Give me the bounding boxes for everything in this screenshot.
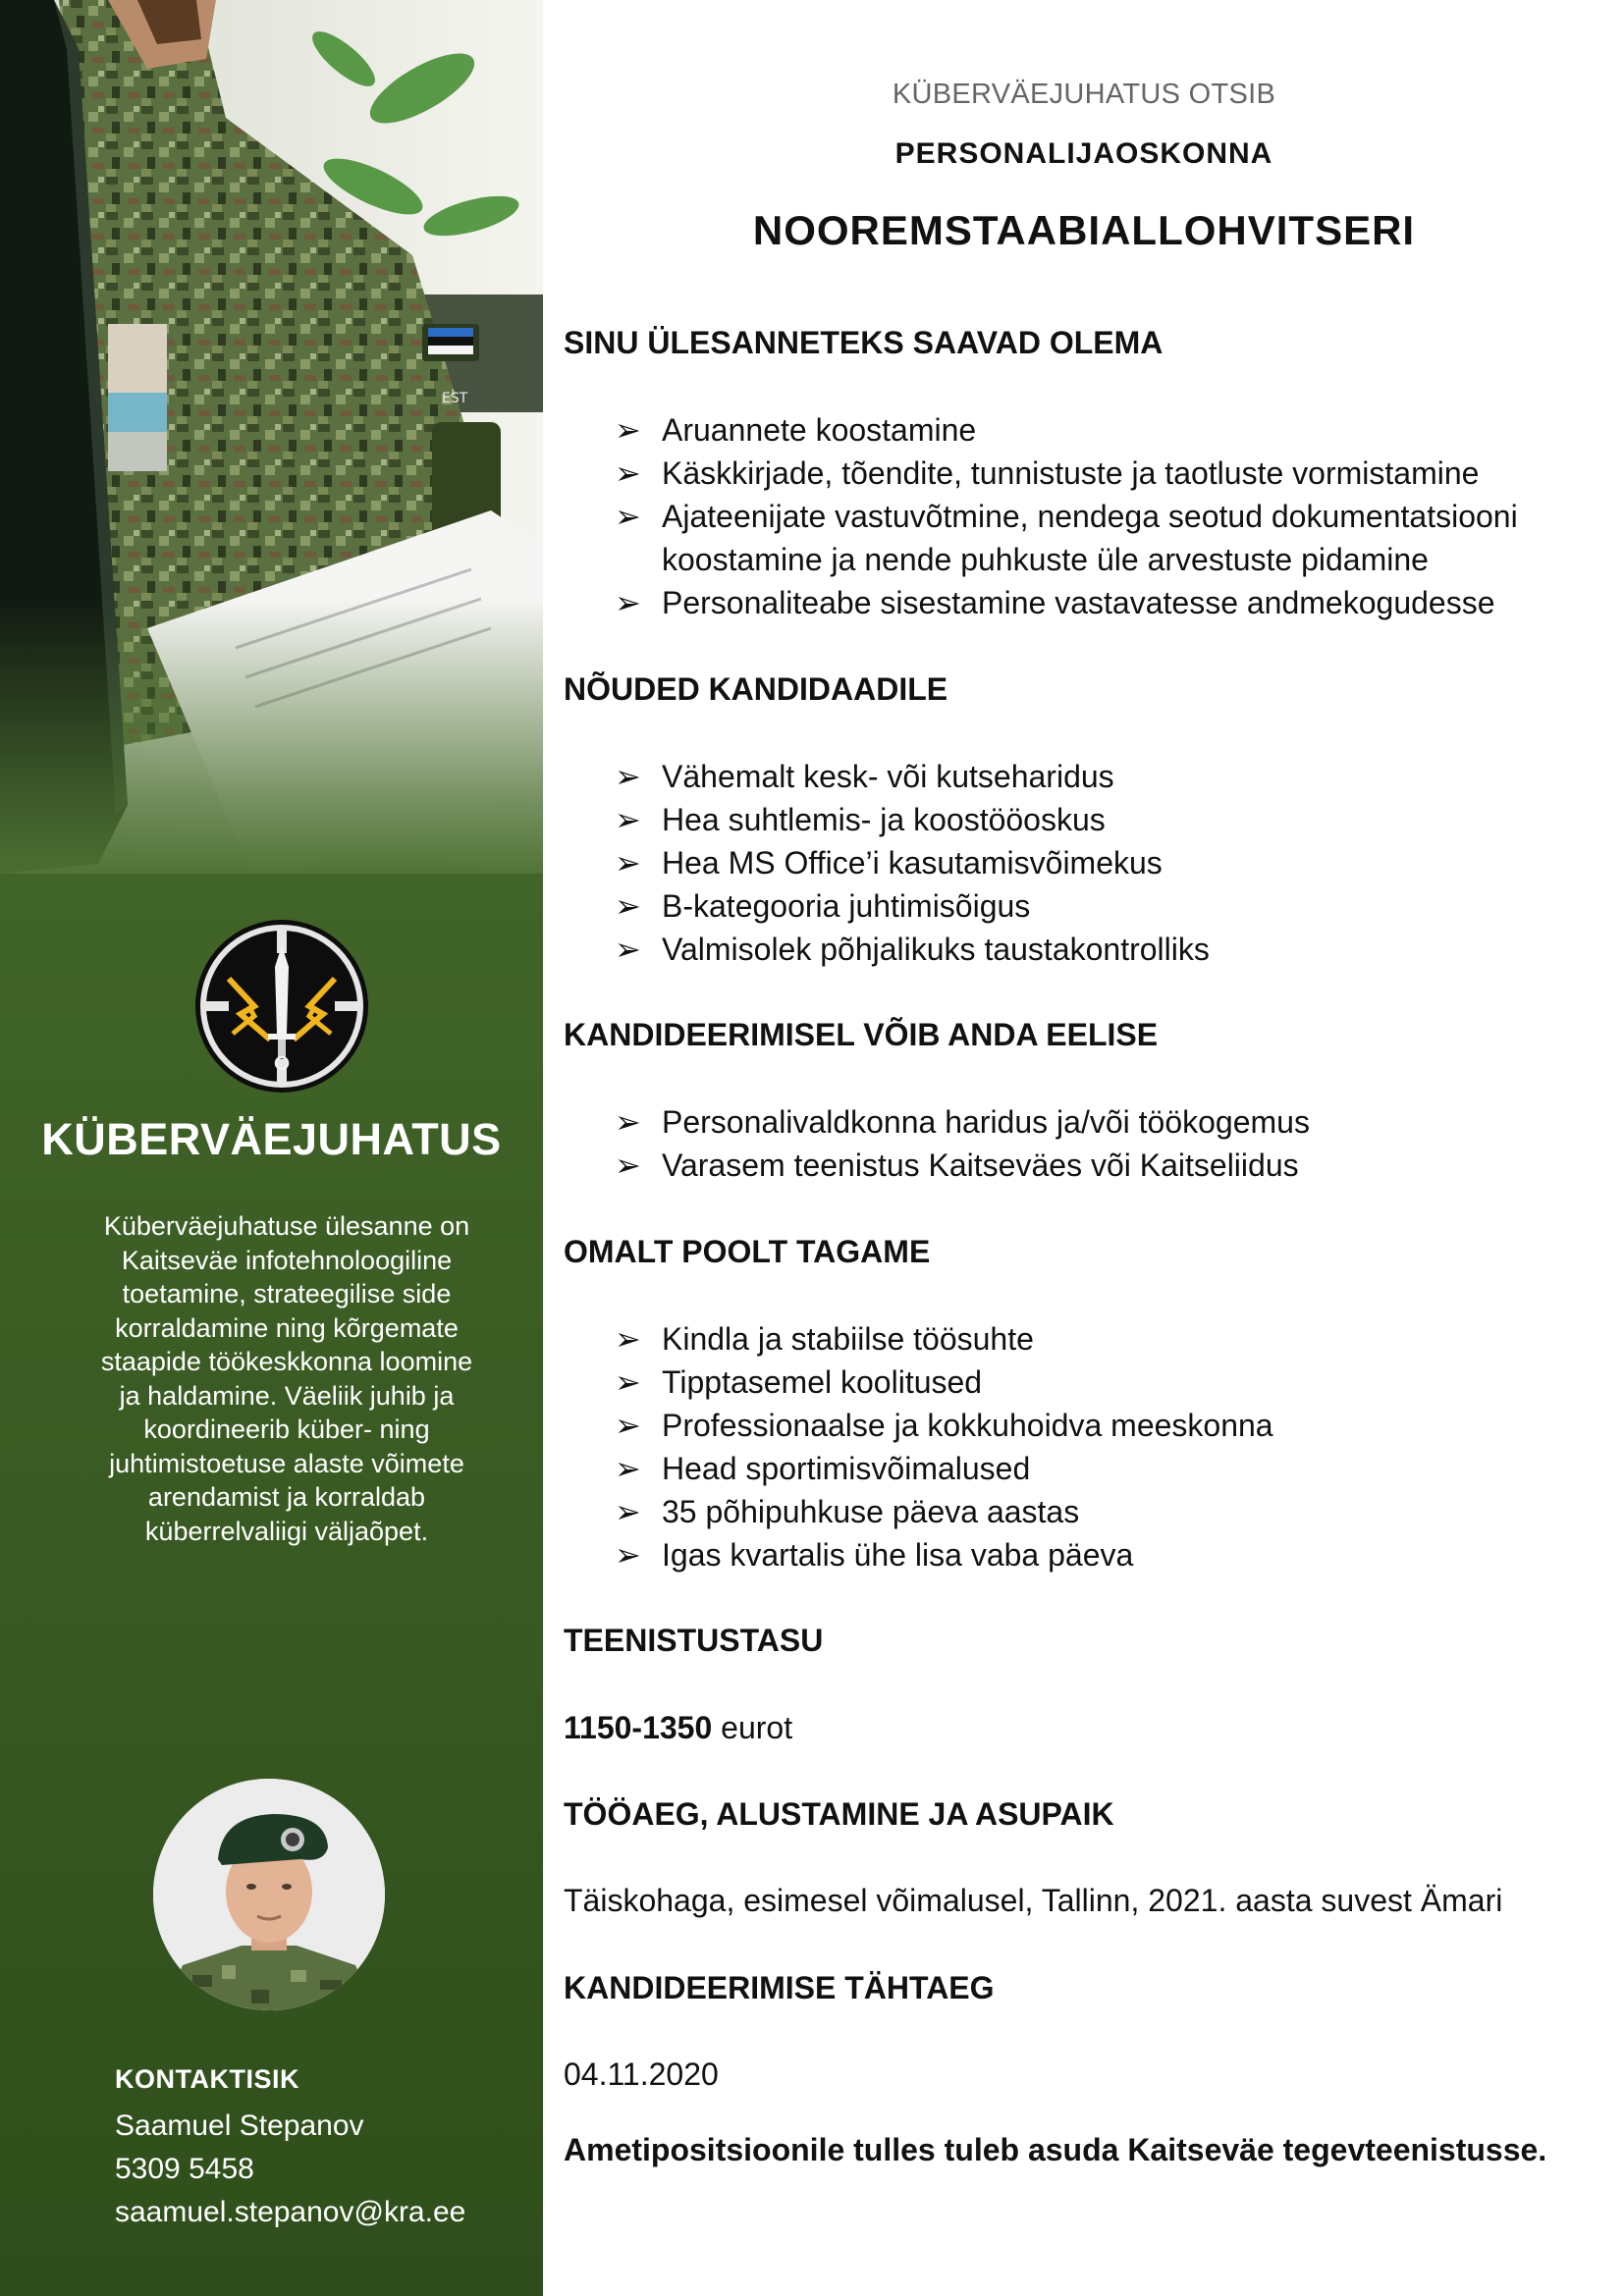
list-item xyxy=(615,1533,1597,1576)
list-item-text: Varasem teenistus Kaitseväes või Kaitseliidus xyxy=(662,1148,1299,1183)
avatar xyxy=(153,1779,385,2010)
photo-fade xyxy=(0,599,543,874)
advantages-list xyxy=(615,1100,1597,1187)
tasks-heading: SINU ÜLESANNETEKS SAAVAD OLEMA xyxy=(564,325,1164,360)
list-item xyxy=(615,1361,1597,1404)
benefits-list xyxy=(615,1317,1597,1576)
contact-email[interactable]: saamuel.stepanov@kra.ee xyxy=(115,2196,466,2228)
arrow-bullet-icon: ➢ xyxy=(615,1321,641,1357)
list-item-text: Personalivaldkonna haridus ja/või töökogemus xyxy=(662,1104,1310,1140)
list-item xyxy=(615,1100,1597,1144)
arrow-bullet-icon: ➢ xyxy=(615,1104,641,1140)
job-title: NOOREMSTAABIALLOHVITSERI xyxy=(752,207,1416,253)
hero-photo xyxy=(0,0,543,874)
arrow-bullet-icon: ➢ xyxy=(615,932,641,967)
list-item-text: Professionaalse ja kokkuhoidva meeskonna xyxy=(662,1408,1273,1443)
list-item xyxy=(615,1317,1597,1361)
list-item xyxy=(615,928,1597,971)
list-item-text: Käskkirjade, tõendite, tunnistuste ja taotluste vormistamine xyxy=(662,455,1480,491)
list-item-text: Hea MS Office’i kasutamisvõimekus xyxy=(662,845,1163,881)
list-item-text: Hea suhtlemis- ja koostööoskus xyxy=(662,802,1106,837)
tasks-list xyxy=(615,408,1597,624)
list-item-text: B-kategooria juhtimisõigus xyxy=(662,888,1031,924)
requirements-heading: NÕUDED KANDIDAADILE xyxy=(564,671,948,707)
list-item-text: Valmisolek põhjalikuks taustakontrolliks xyxy=(662,932,1210,967)
arrow-bullet-icon: ➢ xyxy=(615,802,641,837)
list-item-text: Ajateenijate vastuvõtmine, nendega seotud dokumentatsiooni koostamine ja nende puhkuste üle arvestuste pidamine xyxy=(662,499,1518,577)
arrow-bullet-icon: ➢ xyxy=(615,455,641,491)
list-item-text: 35 põhipuhkuse päeva aastas xyxy=(662,1494,1080,1529)
list-item xyxy=(615,841,1597,884)
advantages-heading: KANDIDEERIMISEL VÕIB ANDA EELISE xyxy=(564,1017,1159,1052)
arrow-bullet-icon: ➢ xyxy=(615,1148,641,1183)
salary-value xyxy=(564,1710,792,1746)
contact-name: Saamuel Stepanov xyxy=(115,2109,364,2142)
list-item xyxy=(615,581,1597,624)
list-item xyxy=(615,1447,1597,1490)
worktime-text: Täiskohaga, esimesel võimalusel, Tallinn, 2021. aasta suvest Ämari xyxy=(564,1883,1503,1918)
arrow-bullet-icon: ➢ xyxy=(615,499,641,534)
list-item-text: Personaliteabe sisestamine vastavatesse andmekogudesse xyxy=(662,585,1495,620)
list-item-text: Vähemalt kesk- või kutseharidus xyxy=(662,759,1114,794)
list-item-text: Head sportimisvõimalused xyxy=(662,1451,1031,1486)
contact-person-photo-icon xyxy=(153,1779,385,2010)
list-item-text: Tipptasemel koolitused xyxy=(662,1364,983,1400)
arrow-bullet-icon: ➢ xyxy=(615,759,641,794)
arrow-bullet-icon: ➢ xyxy=(615,1494,641,1529)
contact-heading: KONTAKTISIK xyxy=(115,2064,299,2094)
list-item xyxy=(615,1490,1597,1533)
list-item xyxy=(615,798,1597,841)
list-item xyxy=(615,408,1597,452)
list-item xyxy=(615,452,1597,495)
arrow-bullet-icon: ➢ xyxy=(615,1364,641,1400)
arrow-bullet-icon: ➢ xyxy=(615,1537,641,1573)
list-item xyxy=(615,1404,1597,1447)
list-item xyxy=(615,495,1597,581)
arrow-bullet-icon: ➢ xyxy=(615,585,641,620)
arrow-bullet-icon: ➢ xyxy=(615,845,641,881)
requirements-list xyxy=(615,755,1597,971)
worktime-heading: TÖÖAEG, ALUSTAMINE JA ASUPAIK xyxy=(564,1796,1114,1832)
arrow-bullet-icon: ➢ xyxy=(615,888,641,924)
patch-text: EST xyxy=(442,391,468,406)
cyber-command-emblem-icon xyxy=(193,918,370,1095)
header-kicker: KÜBERVÄEJUHATUS OTSIB xyxy=(892,79,1276,110)
arrow-bullet-icon: ➢ xyxy=(615,1451,641,1486)
list-item-text: Igas kvartalis ühe lisa vaba päeva xyxy=(662,1537,1134,1573)
closing-note: Ametipositsioonile tulles tuleb asuda Kaitseväe tegevteenistusse. xyxy=(564,2132,1547,2167)
list-item xyxy=(615,884,1597,928)
list-item xyxy=(615,1144,1597,1187)
list-item xyxy=(615,755,1597,798)
deadline-heading: KANDIDEERIMISE TÄHTAEG xyxy=(564,1970,995,2005)
arrow-bullet-icon: ➢ xyxy=(615,412,641,448)
contact-phone[interactable]: 5309 5458 xyxy=(115,2153,254,2185)
header-department: PERSONALIJAOSKONNA xyxy=(894,137,1273,170)
contact-block xyxy=(115,2064,465,2234)
arrow-bullet-icon: ➢ xyxy=(615,1408,641,1443)
org-description: Küberväejuhatuse ülesanne on Kaitseväe infotehnoloogiline toetamine, strateegilise side korraldamine ning kõrgemate staapide töökeskkonna loomine ja haldamine. Väeliik juhib ja koordineerib küber- ning juhtimistoetuse alaste võimete arendamist ja korraldab küberrelvaliigi väljaõpet. xyxy=(100,1211,473,1546)
list-item-text: Kindla ja stabiilse töösuhte xyxy=(662,1321,1034,1357)
salary-amount: 1150-1350 xyxy=(564,1710,713,1745)
salary-unit: eurot xyxy=(712,1710,793,1745)
deadline-date: 04.11.2020 xyxy=(564,2056,719,2092)
salary-heading: TEENISTUSTASU xyxy=(564,1623,824,1658)
sidebar xyxy=(0,0,543,2296)
benefits-heading: OMALT POOLT TAGAME xyxy=(564,1234,931,1269)
org-title: KÜBERVÄEJUHATUS xyxy=(41,1114,502,1164)
list-item-text: Aruannete koostamine xyxy=(662,412,977,448)
